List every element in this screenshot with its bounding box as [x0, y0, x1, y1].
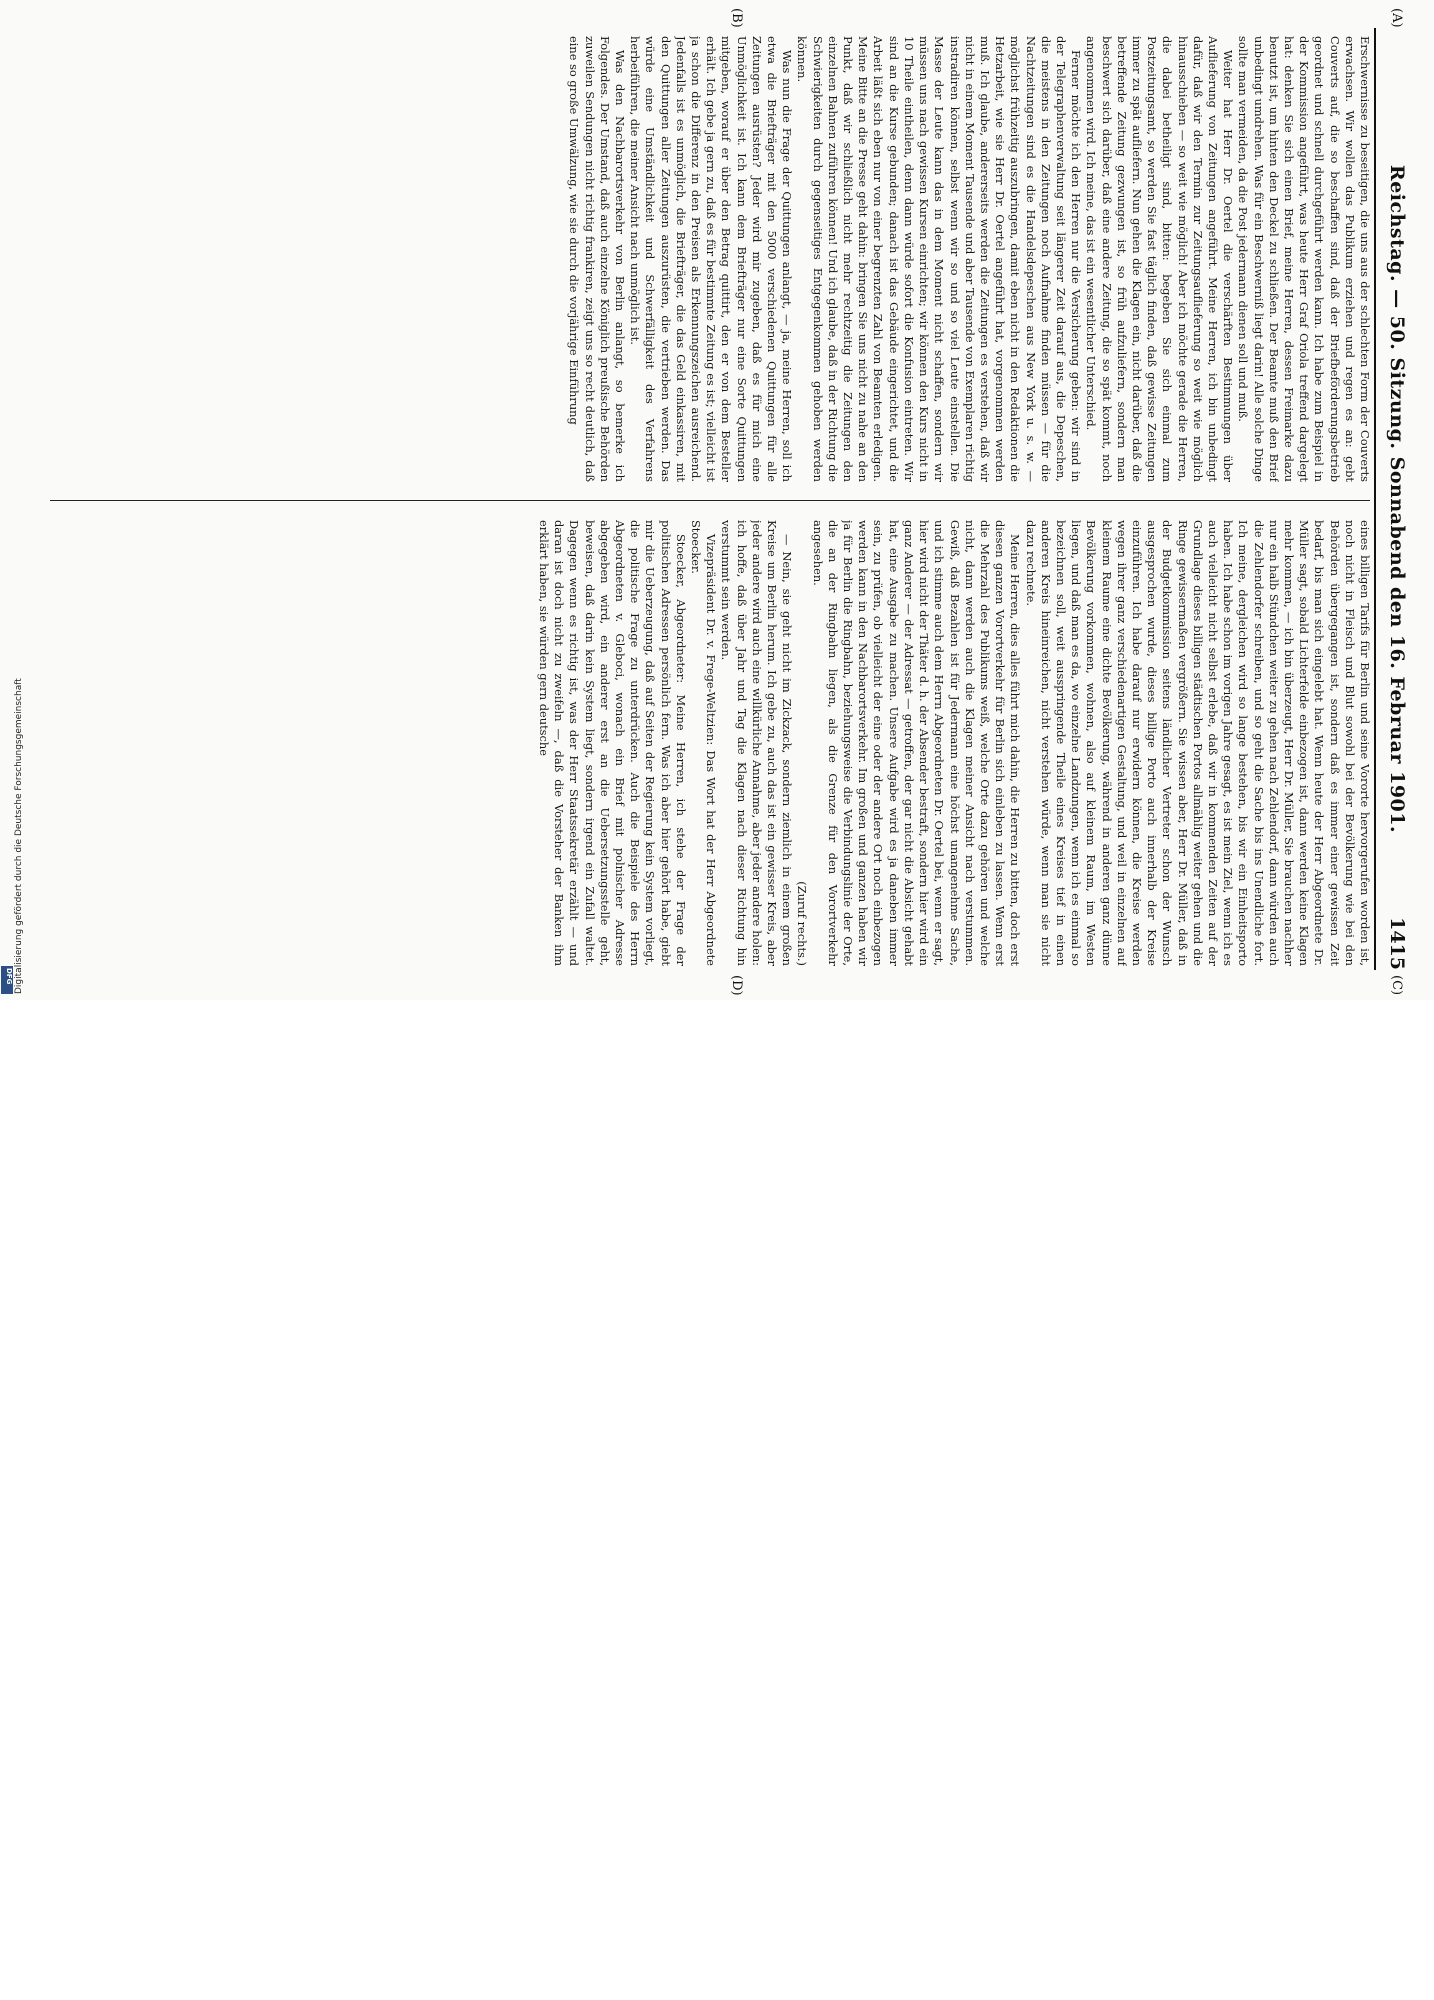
margin-marker-a: (A) [1389, 8, 1404, 28]
left-column [47, 36, 1372, 482]
footer-strip [0, 1000, 14, 2000]
page-number: 1415 [1386, 917, 1408, 970]
page-header [1374, 28, 1416, 970]
margin-marker-d: (D) [729, 975, 744, 996]
margin-marker-c: (C) [1389, 975, 1404, 996]
paragraph: Was nun die Frage der Quittungen anlangt, — ja, meine Herren, soll ich etwa die Briefträger mit den 5000 verschiedenen Quittungen für alle Zeitungen ausrüsten? Jeder wird mir zugeben, daß es für mich eine Unmöglichkeit ist. Ich kann dem Briefträger nur eine Sorte Quittungen mitgeben, worauf er über den Betrag quittirt, den er von dem Besteller erhält. Ich gebe ja gern zu, daß es für bestimmte Zeitung es ist; vielleicht ist ja schon die Differenz in den Preisen als Erkennungszeichen ausreichend. Jedenfalls ist es unmöglich, die Briefträger, die das Geld einkassiren, mit den Quittungen aller Zeitungen auszurüsten, die vertrieben werden. Das würde eine Umständlichkeit und Schwerfälligkeit des Verfahrens herbeiführen, die meiner Ansicht nach unmöglich ist. [628, 36, 795, 482]
paragraph: Ferner möchte ich den Herren nur die Versicherung geben: wir sind in der Telegraphenverwaltung seit längerer Zeit darauf aus, die Depeschen, die meistens in den Zeitungen noch Aufnahme finden müssen — für die Nachtzeitungen sind es die Handelsdepeschen aus New York u. s. w. — möglichst frühzeitig auszubringen, damit eben nicht in den Redaktionen die Hetzarbeit, wie sie Herr Dr. Oertel angeführt hat, vorgenommen werden muß. Ich glaube, andererseits werden die Zeitungen es verstehen, daß wir nicht in einem Moment Tausende und aber Tausende von Exemplaren richtig instradiren können, selbst wenn wir so und so viel Leute einstellen. Die Masse der Leute kann das in dem Moment nicht schaffen, sondern wir müssen uns nach gewissen Kursen einrichten; wir können den Kurs nicht in 10 Theile eintheilen, denn dann würde sofort die Konfusion eintreten. Wir sind an die Kurse gebunden; danach ist das Gebäude eingerichtet, und die Arbeit läßt sich eben nur von einer begrenzten Zahl von Beamten erledigen. Meine Bitte an die Presse geht dahin: bringen Sie uns nicht zu nahe an den Punkt, daß wir schließlich nicht mehr rechtzeitig die Zeitungen den einzelnen Bahnen zuführen können! Und ich glaube, daß in der Richtung die Schwierigkeiten durch gegenseitiges Entgegenkommen gehoben werden können. [795, 36, 1084, 482]
paragraph: Meine Herren, dies alles führt mich dahin, die Herren zu bitten, doch erst diesen ganzen Vorortverkehr für Berlin sich einleben zu lassen. Wenn erst die Mehrzahl des Publikums weiß, welche Orte dazu gehören und welche nicht, dann werden auch die Klagen meiner Ansicht nach verstummen. Gewiß, daß Bezahlen ist für Jedermann eine höchst unangenehme Sache, und ich stimme auch dem Herrn Abgeordneten Dr. Oertel bei, wenn er sagt, hier wird nicht der Thäter d. h. der Absender bestraft, sondern hier wird ein ganz Anderer — der Adressat — getroffen, der gar nicht die Absicht gehabt hat, eine Ausgabe zu machen. Unsere Aufgabe wird es ja daneben immer sein, zu prüfen, ob vielleicht der eine oder der andere Ort noch einbezogen werden kann in den Nachbarortsverkehr. Im großen und ganzen haben wir ja für Berlin die Ringbahn, beziehungsweise die Verbindungslinie der Orte, die an der Ringbahn liegen, als die Grenze für den Vorortverkehr angesehen. [810, 520, 1023, 966]
speaker-paragraph: Stoecker, Abgeordneter: Meine Herren, ich stehe der Frage der politischen Adressen persönlich fern. Was ich aber hier gehört habe, giebt mir die Ueberzeugung, daß auf Seiten der Regierung kein System vorliegt, die politische Frage zu unterdrücken. Auch die Beispiele des Herrn Abgeordneten v. Gleboci, wonach ein Brief mit polnischer Adresse abgegeben wird, ein anderer erst an die Uebersetzungsstelle geht, beweisen, daß darin kein System liegt, sondern irgend ein Zufall waltet. Dagegen wenn es richtig ist, was der Herr Staatssekretär erzählt — und daran ist doch nicht zu zweifeln —, daß die Vorsteher der Banken ihm erklärt haben, sie würden gern deutsche [537, 520, 688, 966]
margin-marker-b: (B) [729, 8, 744, 28]
speaker-paragraph: Vizepräsident Dr. v. Frege-Weltzien: Das Wort hat der Herr Abgeordnete Stoecker. [689, 520, 719, 966]
paragraph: Weiter hat Herr Dr. Oertel die verschärften Bestimmungen über Auflieferung von Zeitungen angeführt. Meine Herren, ich bin unbedingt dafür, daß wir den Termin zur Zeitungsauflieferung so weit wie möglich hinausschieben — so weit wie möglich! Aber ich möchte gerade die Herren, die dabei betheiligt sind, bitten: begeben Sie sich einmal zum Postzeitungsamt, so werden Sie fast täglich finden, daß gewisse Zeitungen immer zu spät aufliefern. Nun gehen die Klagen ein, nicht darüber, daß die betreffende Zeitung gezwungen ist, so früh aufzuliefern, sondern man beschwert sich darüber, daß eine andere Zeitung, die so spät kommt, noch angenommen wird. Ich meine, das ist ein wesentlicher Unterschied. [1084, 36, 1236, 482]
paragraph: Erschwernisse zu beseitigen, die uns aus der schlechten Form der Couverts erwachsen. Wir wollen das Publikum erziehen und regen es an: gebt Couverts auf, die so beschaffen sind, daß der Briefbeförderungsbetrieb geordnet und schnell durchgeführt werden kann. Ich habe zum Beispiel in der Kommission angeführt, was heute Herr Graf Oriola treffend dargelegt hat: denken Sie sich einen Brief, meine Herren, dessen Freimarke dazu benutzt ist, um hinten den Deckel zu schließen. Der Beamte muß den Brief unbedingt umdrehen. Was für ein Beschwerniß liegt darin! Alle solche Dinge sollte man vermeiden, da die Post jedermann dienen soll und muß. [1236, 36, 1372, 482]
dfg-logo-text: DFG [5, 968, 13, 985]
interjection: (Zuruf rechts.) [795, 881, 810, 966]
page-title: Reichstag. — 50. Sitzung. Sonnabend den 16. Februar 1901. [1386, 164, 1408, 834]
paragraph: Was den Nachbarortsverkehr von Berlin anlangt, so bemerke ich Folgendes. Der Umstand, daß auch einzelne Königlich preußische Behörden zuweilen Sendungen nicht richtig frankiren, zeigt uns so recht deutlich, daß eine so große Umwälzung, wie sie durch die vorjährige Einführung [567, 36, 628, 482]
paragraph: eines billigen Tarifs für Berlin und seine Vororte hervorgerufen worden ist, noch nicht in Fleisch und Blut sowohl bei der Bevölkerung wie bei den Behörden übergegangen ist, sondern daß es immer einer gewissen Zeit bedarf, bis man sich eingelebt hat. Wenn heute der Herr Abgeordnete Dr. Müller sagt, sobald Lichterfelde einbezogen ist, dann werden keine Klagen mehr kommen, — ich bin überzeugt, Herr Dr. Müller, Sie brauchen nachher nur ein halb Stündchen weiter zu gehen nach Zehlendorf, dann würden auch die Zehlendorfer schreiben, und so geht die Sache bis ins Unendliche fort. Ich meine, dergleichen wird so lange bestehen, bis wir ein Einheitsporto haben. Ich habe schon im vorigen Jahre gesagt, es ist mein Ziel, wenn ich es auch vielleicht nicht selbst erlebe, daß wir in kommenden Zeiten auf der Grundlage dieses billigen städtischen Portos allmählig weiter gehen und die Ringe gewissermaßen vergrößern. Sie wissen aber, Herr Dr. Müller, daß in der Budgetkommission seitens ländlicher Vertreter schon der Wunsch ausgesprochen wurde, dieses billige Porto auch innerhalb der Kreise einzuführen. Ich habe darauf nur erwidern können, die Kreise werden wegen ihrer ganz verschiedenartigen Gestaltung, und weil in einzelnen auf kleinem Raume eine dichte Bevölkerung, während in anderen ganz dünne Bevölkerung vorkommen, wohnen, also auf kleinem Raum, im Westen liegen, und daß man es da, wo einzelne Landzungen, wenn ich es einmal so bezeichnen soll, weit ausspringende Theile eines Kreises tief in einen anderen Kreis hineinreichen, nicht verstehen würde, wenn man sie nicht dazu rechnete. [1023, 520, 1372, 966]
right-column [47, 520, 1372, 966]
paragraph: — Nein, sie geht nicht im Zickzack, sondern ziemlich in einem großen Kreise um Berlin herum. Ich gebe zu, auch das ist ein gewisser Kreis, aber jeder andere wird auch eine willkürliche Annahme, aber jeder andere holen: ich hoffe, daß über Jahr und Tag die Klagen nach dieser Richtung hin verstummt sein werden. [719, 520, 795, 966]
dfg-logo [1, 966, 13, 994]
column-divider [50, 500, 1370, 501]
funding-attribution: Digitalisierung gefördert durch die Deutsche Forschungsgemeinschaft [14, 678, 24, 994]
